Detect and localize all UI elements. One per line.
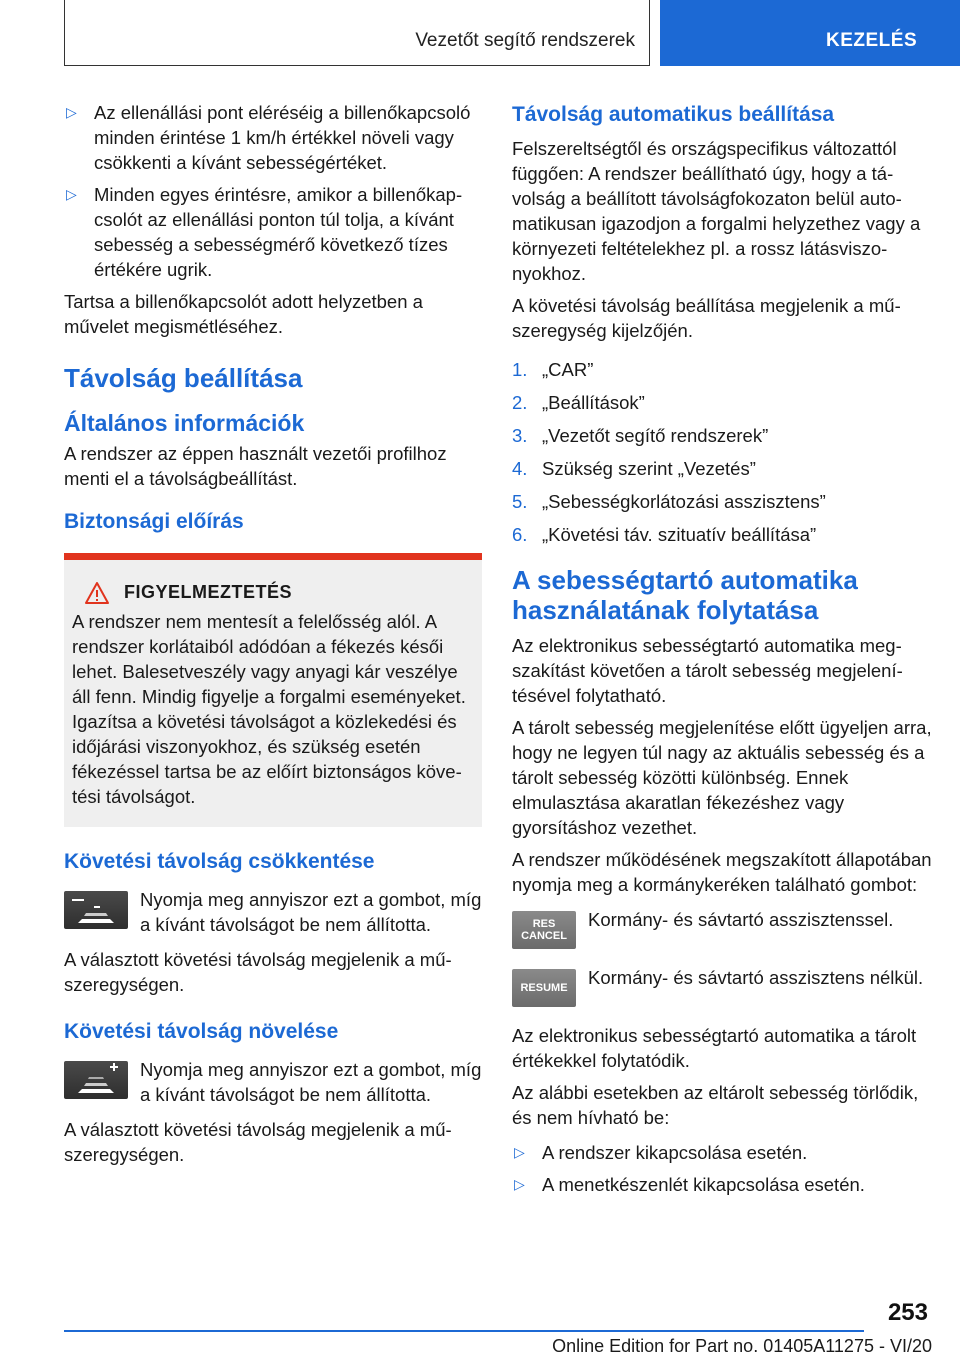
paragraph: A követési távolság beállítása megjelenik a műszeregység kijelzőjén. [512,295,901,341]
res-cancel-description: Kormány- és sávtartó asszisztenssel. [588,909,894,930]
list-item: 5. „Sebességkorlátozási asszisztens” [512,491,826,512]
warning-triangle-icon [84,581,110,605]
section-title: Vezetőt segítő rendszerek [415,30,635,51]
edition-text: Online Edition for Part no. 01405A11275 - VI/20 [552,1336,932,1356]
triangle-bullet-icon: ▷ [66,186,77,202]
paragraph: Felszereltségtől és országspecifikus változattól függően: A rendszer beállítható úgy, hogy a távolság a beállított távolságfokozaton belül automatikusan igazodjon a forgalmi helyzethez vagy a környezeti feltételekhez pl. a rossz látásviszonyokhoz. [512,138,921,284]
footer-edition [0,1334,960,1359]
warning-header [72,580,474,605]
decrease-instruction: Nyomja meg annyiszor ezt a gombot, míg a kívánt távolságot be nem állította. [140,889,482,935]
page-number: 253 [887,1299,928,1326]
decrease-distance-row [64,887,482,937]
warning-title: FIGYELMEZTETÉS [124,582,293,602]
res-cancel-row [512,907,932,949]
header-frame [64,0,650,66]
list-item: ▷ Az ellenállási pont eléréséig a billenőkapcsoló minden érintése 1 km/h értékkel növeli vagy csökkenti a kívánt sebességértéket. [66,102,471,173]
increase-instruction: Nyomja meg annyiszor ezt a gombot, míg a kívánt távolságot be nem állította. [140,1059,482,1105]
heading-decrease-distance: Követési távolság csökkentése [64,850,375,873]
list-item: 1. „CAR” [512,359,594,380]
paragraph: A tárolt sebesség megjelenítése előtt ügyeljen arra, hogy ne legyen túl nagy az aktuális sebesség és a tárolt sebesség közötti különbség. Ennek elmulasztása akaratlan fékezéshez vagy gyorsításhoz vezethet. [512,717,932,838]
warning-text: A rendszer nem mentesít a felelősség alól. A rendszer korlátaiból adódóan a fékezés késői lehet. Balesetveszély vagy anyagi kár veszélye áll fenn. Mindig figyelje a forgalmi eseményeket. Igazítsa a követési távolságot a közlekedési és időjárási viszonyokhoz, és szükség esetén fékezéssel tartsa be az előírt biztonságos követési távolságot. [72,611,466,807]
list-item: 3. „Vezetőt segítő rendszerek” [512,425,769,446]
left-column [64,100,482,1174]
heading-general-info: Általános információk [64,410,305,436]
list-item: 6. „Követési táv. szituatív beállítása” [512,524,817,545]
triangle-bullet-icon: ▷ [66,104,77,120]
triangle-bullet-icon: ▷ [514,1176,525,1192]
resume-label: RESUME [520,982,568,994]
page-header [0,0,960,66]
chapter-tab[interactable] [660,0,960,66]
triangle-bullet-icon: ▷ [514,1144,525,1160]
cancel-label: CANCEL [521,930,567,942]
increase-distance-row [64,1057,482,1107]
heading-distance-setting: Távolság beállítása [64,363,303,393]
res-label: RES [532,918,556,930]
resume-description: Kormány- és sávtartó asszisztens nélkül. [588,967,924,988]
list-item: ▷ A rendszer kikapcsolása esetén. [514,1142,808,1163]
distance-decrease-button[interactable] [64,891,128,929]
distance-increase-icon [64,1061,128,1099]
right-column [512,100,932,1204]
paragraph: Az elektronikus sebességtartó automatika a tárolt értékekkel folytatódik. [512,1025,917,1071]
chapter-tab-label: KEZELÉS [826,30,918,51]
list-item: ▷ Minden egyes érintésre, amikor a billenőkapcsolót az ellenállási ponton túl tolja, a kívánt sebesség a sebességmérő következő tízes értékére ugrik. [66,184,463,280]
paragraph: Az elektronikus sebességtartó automatika megszakítást követően a tárolt sebesség megjelenítésével folytatható. [512,635,903,706]
footer-divider [64,1330,864,1332]
distance-increase-button[interactable] [64,1061,128,1099]
list-item: ▷ A menetkészenlét kikapcsolása esetén. [514,1174,865,1195]
paragraph: A választott követési távolság megjelenik a műszeregységen. [64,1119,452,1165]
heading-increase-distance: Követési távolság növelése [64,1020,339,1043]
resume-button[interactable] [512,969,576,1007]
paragraph: A rendszer az éppen használt vezetői profilhoz menti el a távolságbeállítást. [64,443,447,489]
paragraph: A rendszer működésének megszakított állapotában nyomja meg a kormánykeréken található gombot: [512,849,932,895]
paragraph: A választott követési távolság megjelenik a műszeregységen. [64,949,452,995]
heading-safety: Biztonsági előírás [64,510,244,533]
resume-row [512,965,932,1007]
list-item: 4. Szükség szerint „Vezetés” [512,458,756,479]
res-cancel-button[interactable] [512,911,576,949]
paragraph: Az alábbi esetekben az eltárolt sebesség törlődik, és nem hívható be: [512,1082,919,1128]
heading-resume-cruise: A sebességtartó automatika használatának folytatása [512,565,858,625]
heading-auto-distance: Távolság automatikus beállítása [512,103,835,126]
paragraph: Tartsa a billenőkapcsolót adott helyzetben a művelet megismétléséhez. [64,291,423,337]
warning-box [64,553,482,827]
list-item: 2. „Beállítások” [512,392,645,413]
distance-decrease-icon [64,891,128,929]
